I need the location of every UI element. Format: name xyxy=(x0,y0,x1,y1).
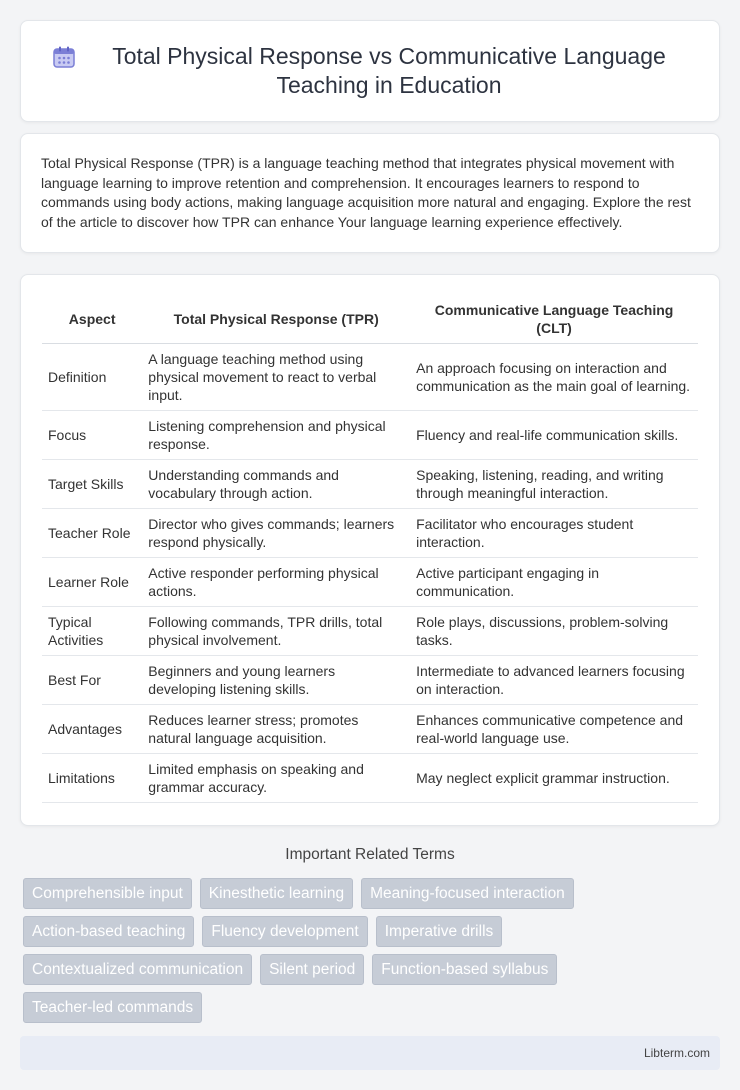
intro-text: Total Physical Response (TPR) is a language teaching method that integrates physical movement with language learning to improve retention and comprehension. It encourages learners to respond to commands using body actions, making language acquisition more natural and engaging. Explore the rest of the article to discover how TPR can enhance Your language learning experience effectively. xyxy=(41,155,691,230)
footer xyxy=(20,1036,720,1070)
cell-clt: Enhances communicative competence and real-world language use. xyxy=(410,705,698,754)
related-term-tag[interactable]: Teacher-led commands xyxy=(23,992,202,1023)
cell-aspect: Teacher Role xyxy=(42,509,142,558)
cell-aspect: Advantages xyxy=(42,705,142,754)
related-term-tag[interactable]: Function-based syllabus xyxy=(372,954,557,985)
table-row xyxy=(42,607,698,656)
title-card xyxy=(20,20,720,122)
cell-aspect: Definition xyxy=(42,344,142,411)
cell-tpr: A language teaching method using physical movement to react to verbal input. xyxy=(142,344,410,411)
cell-clt: Role plays, discussions, problem-solving tasks. xyxy=(410,607,698,656)
related-term-tag[interactable]: Imperative drills xyxy=(376,916,503,947)
title-wrap xyxy=(51,42,689,100)
cell-tpr: Limited emphasis on speaking and grammar accuracy. xyxy=(142,754,410,803)
table-row xyxy=(42,460,698,509)
cell-aspect: Best For xyxy=(42,656,142,705)
related-term-tag[interactable]: Meaning-focused interaction xyxy=(361,878,574,909)
cell-aspect: Limitations xyxy=(42,754,142,803)
cell-tpr: Active responder performing physical actions. xyxy=(142,558,410,607)
header-clt: Communicative Language Teaching (CLT) xyxy=(410,295,698,344)
related-terms-list xyxy=(20,878,720,1023)
cell-tpr: Listening comprehension and physical response. xyxy=(142,411,410,460)
cell-tpr: Beginners and young learners developing listening skills. xyxy=(142,656,410,705)
cell-aspect: Focus xyxy=(42,411,142,460)
cell-clt: Active participant engaging in communication. xyxy=(410,558,698,607)
table-row xyxy=(42,558,698,607)
intro-card xyxy=(20,133,720,253)
page-title: Total Physical Response vs Communicative Language Teaching in Education xyxy=(112,43,666,98)
header-tpr: Total Physical Response (TPR) xyxy=(142,295,410,344)
calendar-icon xyxy=(51,44,77,70)
related-term-tag[interactable]: Contextualized communication xyxy=(23,954,252,985)
cell-aspect: Learner Role xyxy=(42,558,142,607)
header-aspect: Aspect xyxy=(42,295,142,344)
table-row xyxy=(42,656,698,705)
cell-clt: Facilitator who encourages student interaction. xyxy=(410,509,698,558)
cell-tpr: Following commands, TPR drills, total physical involvement. xyxy=(142,607,410,656)
cell-clt: Speaking, listening, reading, and writing through meaningful interaction. xyxy=(410,460,698,509)
table-row xyxy=(42,411,698,460)
related-term-tag[interactable]: Action-based teaching xyxy=(23,916,194,947)
related-terms-title: Important Related Terms xyxy=(285,846,455,863)
related-term-tag[interactable]: Silent period xyxy=(260,954,364,985)
footer-site-link[interactable]: Libterm.com xyxy=(643,1046,710,1060)
table-row xyxy=(42,509,698,558)
table-row xyxy=(42,344,698,411)
related-term-tag[interactable]: Kinesthetic learning xyxy=(200,878,353,909)
cell-clt: Intermediate to advanced learners focusing on interaction. xyxy=(410,656,698,705)
cell-clt: Fluency and real-life communication skills. xyxy=(410,411,698,460)
cell-clt: May neglect explicit grammar instruction. xyxy=(410,754,698,803)
comparison-table xyxy=(42,295,698,803)
comparison-card xyxy=(20,274,720,826)
table-header-row xyxy=(42,295,698,344)
cell-aspect: Target Skills xyxy=(42,460,142,509)
cell-clt: An approach focusing on interaction and communication as the main goal of learning. xyxy=(410,344,698,411)
cell-aspect: Typical Activities xyxy=(42,607,142,656)
cell-tpr: Director who gives commands; learners respond physically. xyxy=(142,509,410,558)
cell-tpr: Understanding commands and vocabulary through action. xyxy=(142,460,410,509)
table-row xyxy=(42,705,698,754)
related-term-tag[interactable]: Fluency development xyxy=(202,916,367,947)
table-row xyxy=(42,754,698,803)
cell-tpr: Reduces learner stress; promotes natural language acquisition. xyxy=(142,705,410,754)
related-term-tag[interactable]: Comprehensible input xyxy=(23,878,192,909)
